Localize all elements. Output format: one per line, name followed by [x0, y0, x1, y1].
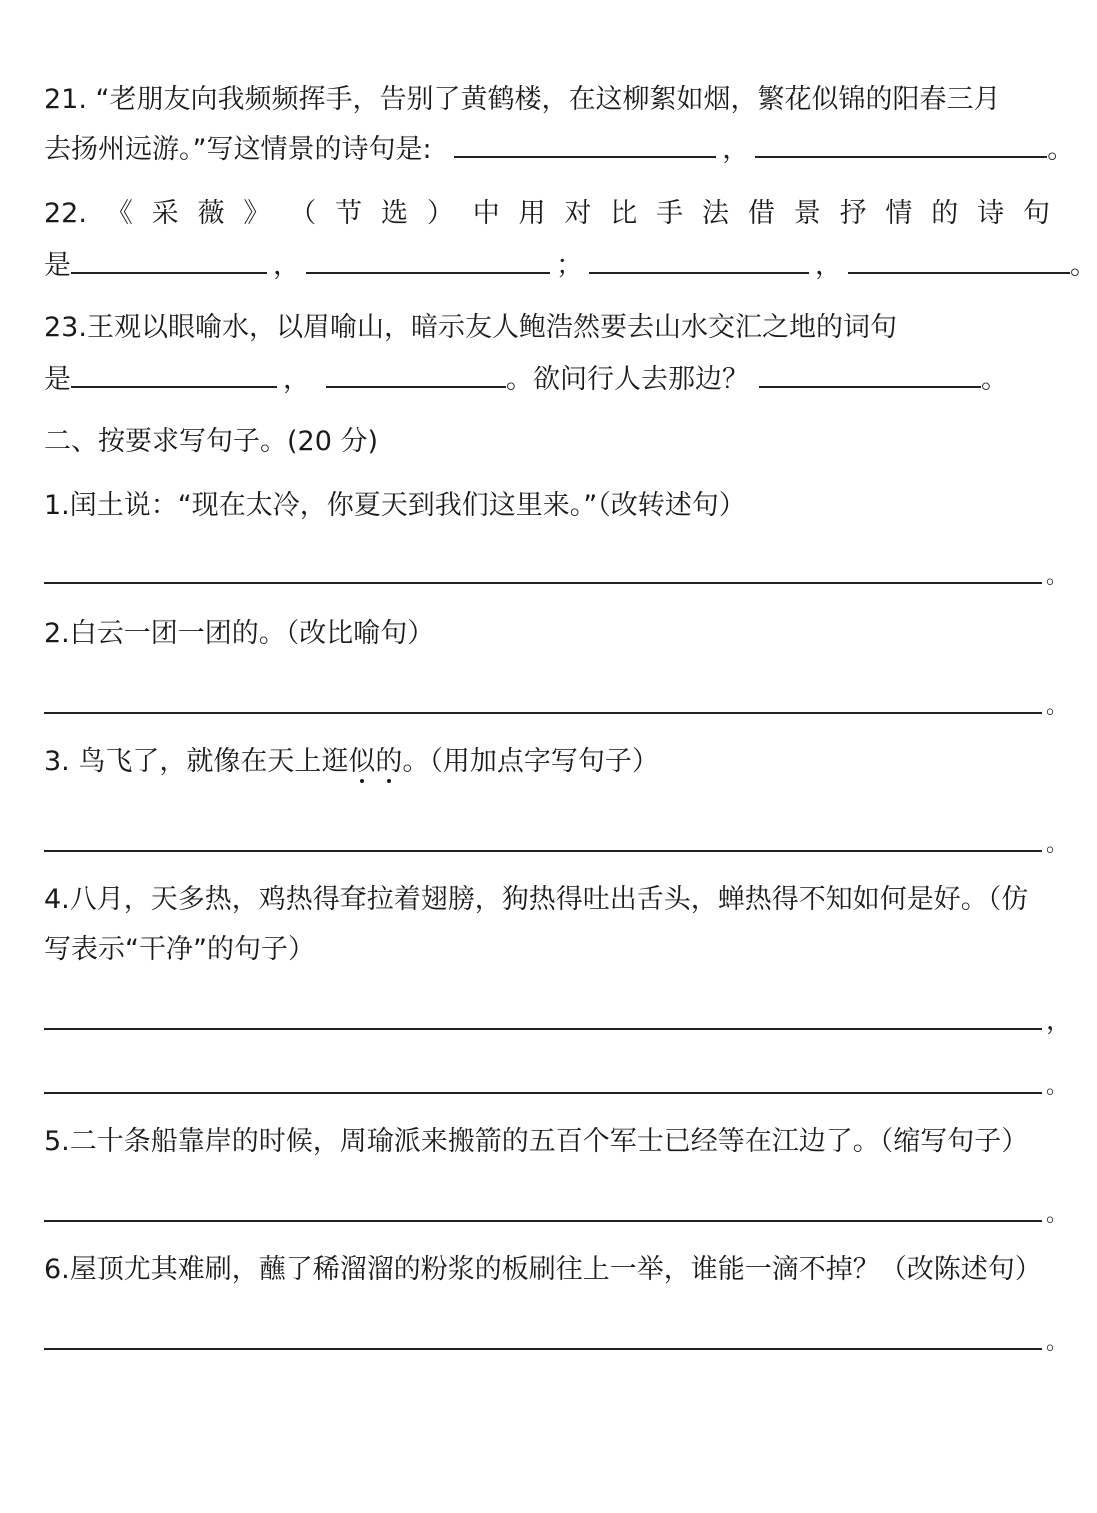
q22-char: ）	[426, 198, 454, 229]
s3-prompt	[44, 742, 1050, 782]
section-title: 二、按要求写句子。(20 分)	[44, 426, 379, 457]
q22-line1	[44, 194, 1050, 234]
s5-prompt: 5.二十条船靠岸的时候，周瑜派来搬箭的五百个军士已经等在江边了。（缩写句子）	[44, 1126, 1029, 1157]
s4-end-mark-1: ，	[1046, 1006, 1073, 1036]
q23-period: 。	[981, 364, 1008, 395]
q22-char: 22.	[44, 198, 87, 229]
q21-period: 。	[1047, 134, 1075, 165]
q23-question: 。欲问行人去那边？	[506, 364, 749, 395]
s3-answer-line[interactable]	[44, 850, 1042, 852]
q22-blank-1[interactable]	[71, 246, 267, 274]
q21-line2	[44, 130, 1075, 170]
s2-prompt: 2.白云一团一团的。（改比喻句）	[44, 618, 435, 649]
s3-prompt-end: 。（用加点字写句子）	[402, 746, 659, 777]
q23-start: 是	[44, 364, 71, 395]
s3-prompt-start: 3. 鸟飞了，就像在天上逛	[44, 746, 349, 777]
q22-char: 的	[931, 198, 959, 229]
q21-blank-1[interactable]	[454, 130, 716, 158]
q22-comma: ，	[815, 250, 842, 281]
q22-char: 》	[243, 198, 271, 229]
s4-prompt-line2: 写表示“干净”的句子）	[44, 934, 315, 965]
q22-period: 。	[1070, 250, 1097, 281]
q22-char: 中	[472, 198, 500, 229]
q22-char: 景	[793, 198, 821, 229]
s5-answer-line[interactable]	[44, 1220, 1042, 1222]
q22-comma: ，	[273, 250, 300, 281]
q22-char: 诗	[977, 198, 1005, 229]
q23-blank-1[interactable]	[71, 360, 277, 388]
s3-dotted-char: 的	[375, 746, 403, 777]
s6-prompt: 6.屋顶尤其难刷，蘸了稀溜溜的粉浆的板刷往上一举，谁能一滴不掉？（改陈述句）	[44, 1254, 1042, 1285]
q21-prompt: 去扬州远游。”写这情景的诗句是:	[44, 134, 432, 165]
q23-line1: 23.王观以眼喻水，以眉喻山，暗示友人鲍浩然要去山水交汇之地的词句	[44, 312, 897, 343]
s1-answer-line[interactable]	[44, 582, 1042, 584]
q21-line1: 21. “老朋友向我频频挥手，告别了黄鹤楼，在这柳絮如烟，繁花似锦的阳春三月	[44, 84, 1001, 115]
q22-char: 选	[380, 198, 408, 229]
q22-char: 法	[701, 198, 729, 229]
q21-comma: ，	[722, 134, 750, 165]
q22-char: 借	[747, 198, 775, 229]
q22-char: （	[289, 198, 317, 229]
q23-comma: ，	[283, 364, 310, 395]
q22-char: 手	[656, 198, 684, 229]
q23-blank-3[interactable]	[759, 360, 981, 388]
s1-prompt: 1.闰土说：“现在太冷，你夏天到我们这里来。”（改转述句）	[44, 490, 746, 521]
s2-end-mark: 。	[1046, 694, 1069, 719]
q22-char: 对	[564, 198, 592, 229]
q22-char: 节	[335, 198, 363, 229]
s4-prompt-line1: 4.八月，天多热，鸡热得耷拉着翅膀，狗热得吐出舌头，蝉热得不知如何是好。（仿	[44, 884, 1029, 915]
s4-end-mark-2: 。	[1046, 1074, 1069, 1099]
q22-blank-4[interactable]	[848, 246, 1070, 274]
s5-end-mark: 。	[1046, 1202, 1069, 1227]
q22-line2	[44, 246, 1097, 286]
q22-char: 用	[518, 198, 546, 229]
q22-char: 薇	[197, 198, 225, 229]
q23-blank-2[interactable]	[326, 360, 506, 388]
q21-blank-2[interactable]	[755, 130, 1047, 158]
q22-start: 是	[44, 250, 71, 281]
s6-end-mark: 。	[1046, 1330, 1069, 1355]
s3-end-mark: 。	[1046, 832, 1069, 857]
s6-answer-line[interactable]	[44, 1348, 1042, 1350]
s4-answer-line-2[interactable]	[44, 1092, 1042, 1094]
q22-char: 采	[151, 198, 179, 229]
q22-char: 《	[105, 198, 133, 229]
q22-blank-2[interactable]	[306, 246, 550, 274]
q22-char: 情	[885, 198, 913, 229]
q22-semicolon: ；	[556, 250, 583, 281]
q22-char: 句	[1023, 198, 1050, 229]
q22-char: 抒	[839, 198, 867, 229]
s4-answer-line-1[interactable]	[44, 1028, 1042, 1030]
s1-end-mark: 。	[1046, 564, 1069, 589]
q22-char: 比	[610, 198, 638, 229]
s2-answer-line[interactable]	[44, 712, 1042, 714]
q23-line2	[44, 360, 1050, 400]
s3-dotted-char: 似	[348, 746, 376, 777]
q22-blank-3[interactable]	[589, 246, 809, 274]
